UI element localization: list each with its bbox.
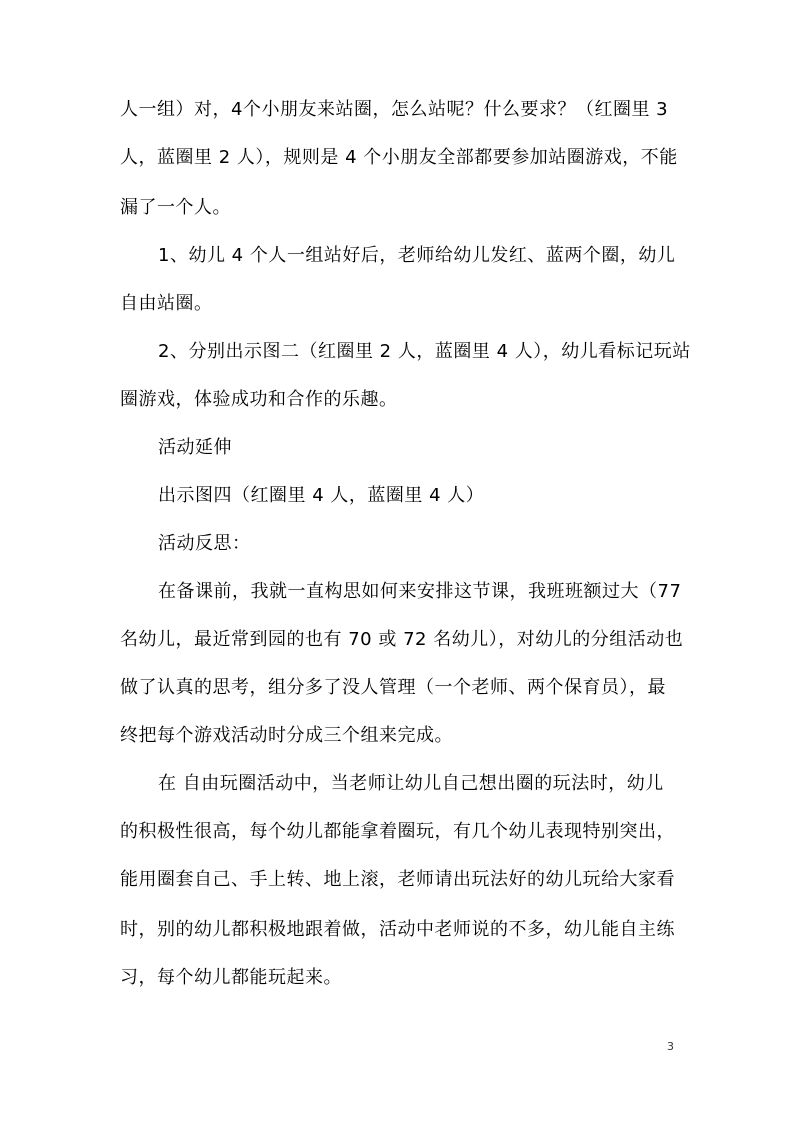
text-line: 习，每个幼儿都能玩起来。 (120, 967, 342, 988)
text-line: 人一组）对，4个小朋友来站圈，怎么站呢？什么要求？（红圈里 3 (120, 99, 669, 120)
text-line: 漏了一个人。 (120, 197, 231, 218)
page-number: 3 (667, 1040, 674, 1053)
text-line: 出示图四（红圈里 4 人，蓝圈里 4 人） (158, 485, 485, 506)
text-line: 终把每个游戏活动时分成三个组来完成。 (120, 725, 453, 746)
text-line: 能用圈套自己、手上转、地上滚，老师请出玩法好的幼儿玩给大家看 (120, 869, 675, 890)
text-line: 在备课前，我就一直构思如何来安排这节课，我班班额过大（77 (158, 581, 682, 602)
text-line: 人，蓝圈里 2 人），规则是 4 个小朋友全部都要参加站圈游戏，不能 (120, 147, 678, 168)
text-line: 自由站圈。 (120, 293, 213, 314)
text-line: 的积极性很高，每个幼儿都能拿着圈玩，有几个幼儿表现特别突出， (120, 821, 675, 842)
text-line: 1、幼儿 4 个人一组站好后，老师给幼儿发红、蓝两个圈，幼儿 (158, 245, 676, 266)
text-line: 圈游戏，体验成功和合作的乐趣。 (120, 389, 398, 410)
text-line: 在 自由玩圈活动中，当老师让幼儿自己想出圈的玩法时，幼儿 (158, 773, 664, 794)
section-heading: 活动反思： (158, 533, 251, 554)
text-line: 做了认真的思考，组分多了没人管理（一个老师、两个保育员），最 (120, 677, 666, 698)
text-line: 2、分别出示图二（红圈里 2 人，蓝圈里 4 人），幼儿看标记玩站 (158, 341, 691, 362)
text-line: 时，别的幼儿都积极地跟着做，活动中老师说的不多，幼儿能自主练 (120, 919, 675, 940)
text-line: 名幼儿，最近常到园的也有 70 或 72 名幼儿），对幼儿的分组活动也 (120, 629, 684, 650)
section-heading: 活动延伸 (158, 437, 232, 458)
